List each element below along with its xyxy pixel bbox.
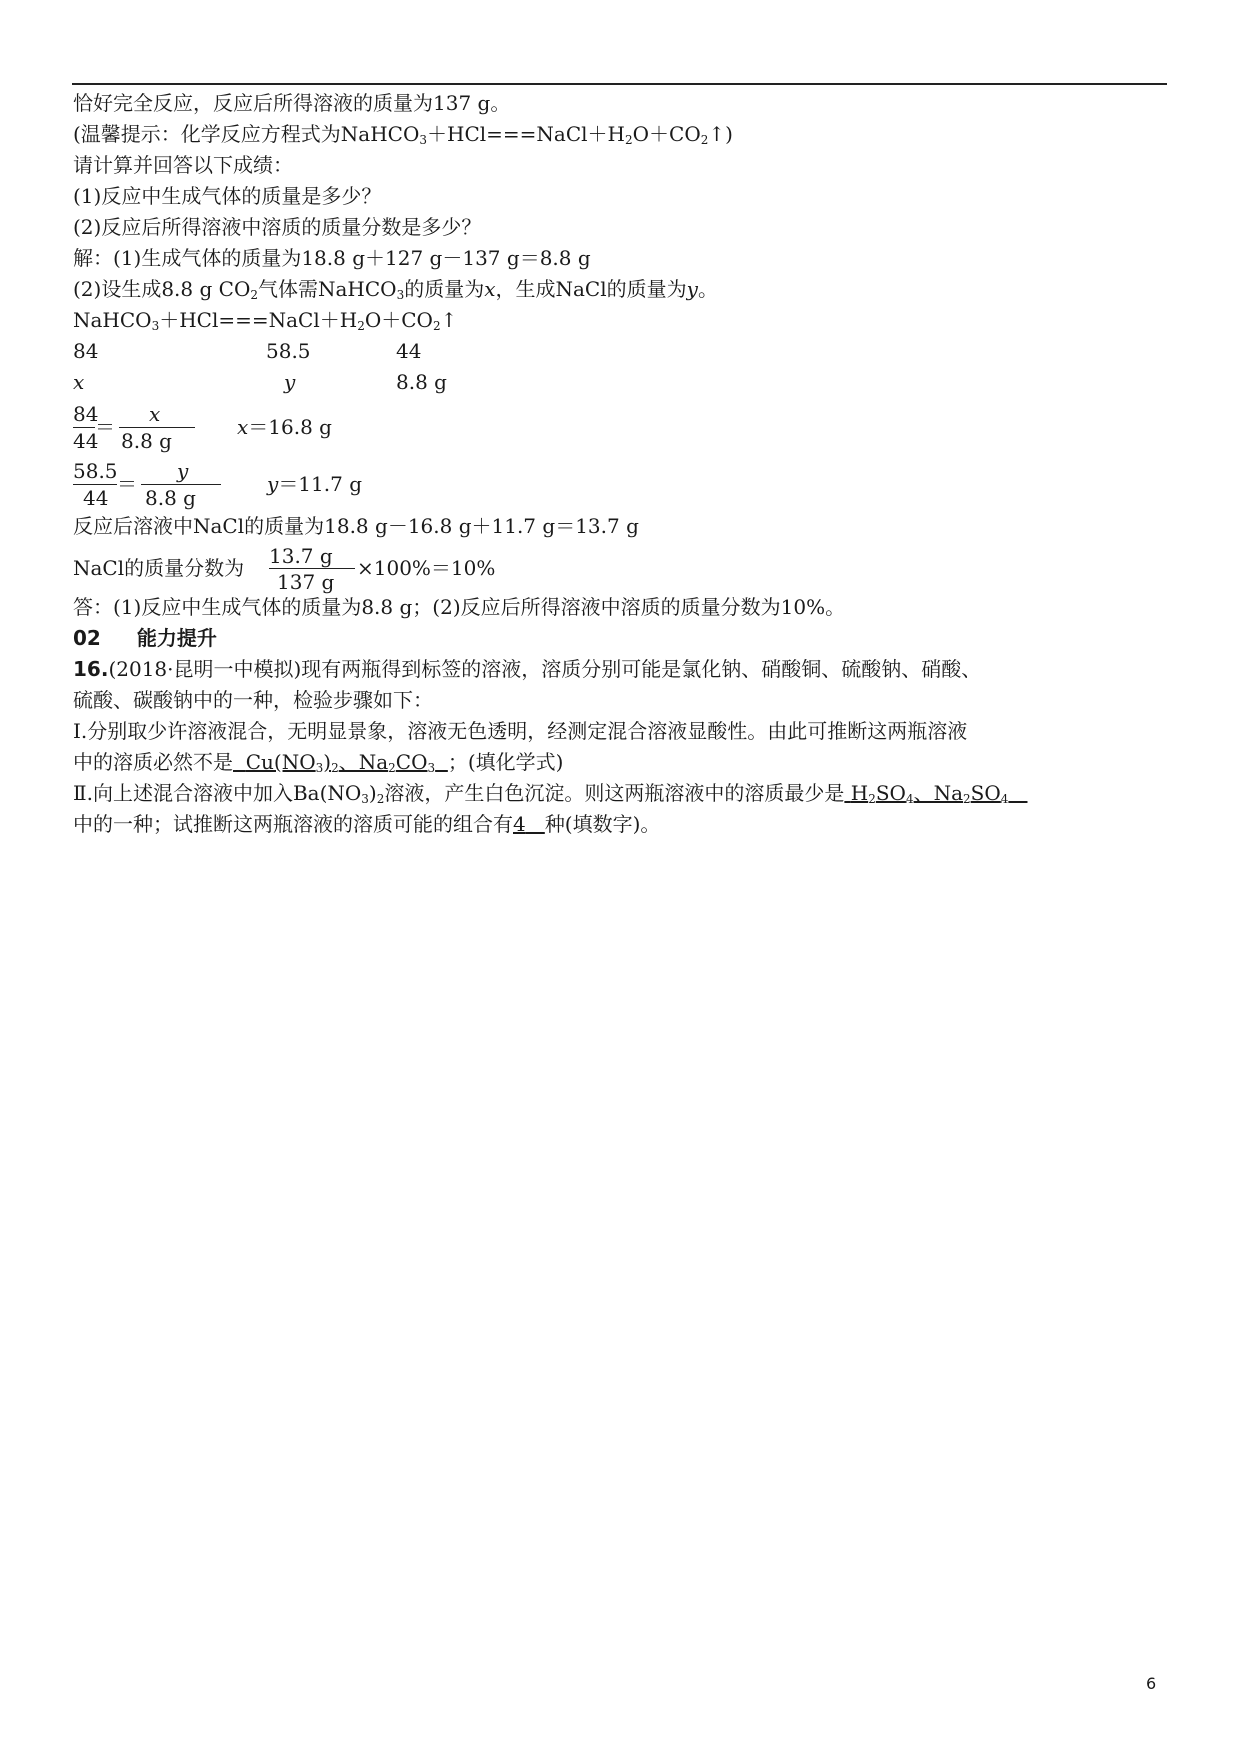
chemical-equation: $NaHCO_3+HCl===NaCl+H_2O+CO_2↑$ bbox=[73, 308, 458, 333]
q16-step-2: Ⅱ.向上述混合溶液中加入$Ba(NO_3)_2$溶液，产生白色沉淀。则这两瓶溶液中的溶质最少是 $H_2SO_4$、$Na_2SO_4$ bbox=[73, 778, 1173, 809]
mass-fraction-line: NaCl的质量分数为 13.7 g 137 g ×100%＝10% bbox=[73, 544, 496, 594]
solution-step-1: 解：(1)生成气体的质量为18.8 g＋127 g－137 g＝8.8 g bbox=[73, 246, 591, 270]
q16-step-1-answer: 中的溶质必然不是 $Cu(NO_3)_2$、$Na_2CO_3$ ；(填化学式) bbox=[73, 750, 564, 775]
section-heading: 02 能力提升 bbox=[73, 626, 217, 650]
question-1: (1)反应中生成气体的质量是多少？ bbox=[73, 184, 382, 208]
answer-line: 答：(1)反应中生成气体的质量为8.8 g；(2)反应后所得溶液中溶质的质量分数为10%。 bbox=[73, 595, 846, 619]
answer-blank: 4 bbox=[513, 812, 526, 836]
proportion-y: 58.5 44 ＝ y 8.8 g y＝11.7 g bbox=[73, 459, 363, 510]
nacl-mass-line: 反应后溶液中NaCl的质量为18.8 g－16.8 g＋11.7 g＝13.7 g bbox=[73, 514, 639, 538]
hint-line: (温馨提示：化学反应方程式为$NaHCO_3+HCl===NaCl+H_2O+CO_2↑$) bbox=[73, 122, 733, 147]
q16-step-1: Ⅰ.分别取少许溶液混合，无明显景象，溶液无色透明，经测定混合溶液显酸性。由此可推断这两瓶溶液 bbox=[73, 719, 968, 743]
q16-line-2: 硫酸、碳酸钠中的一种，检验步骤如下： bbox=[73, 688, 433, 712]
header-rule bbox=[72, 83, 1167, 85]
question-2: (2)反应后所得溶液中溶质的质量分数是多少？ bbox=[73, 215, 482, 239]
q16-step-2-continued: 中的一种；试推断这两瓶溶液的溶质可能的组合有4 种(填数字)。 bbox=[73, 812, 661, 836]
text-line: 请计算并回答以下成绩： bbox=[73, 153, 293, 177]
variable-row: x y 8.8 g bbox=[73, 370, 447, 394]
text-line: 恰好完全反应，反应后所得溶液的质量为137 g。 bbox=[73, 91, 511, 115]
answer-blank: $H_2SO_4$、$Na_2SO_4$ bbox=[850, 781, 1009, 806]
page-number: 6 bbox=[1146, 1674, 1157, 1693]
proportion-x: 84 44 ＝ x 8.8 g x＝16.8 g bbox=[73, 402, 332, 453]
answer-blank: $Cu(NO_3)_2$、$Na_2CO_3$ bbox=[245, 750, 436, 775]
q16-line-1: 16.(2018·昆明一中模拟)现有两瓶得到标签的溶液，溶质分别可能是氯化钠、硝酸铜、硫酸钠、硝酸、 bbox=[73, 657, 982, 681]
document-body bbox=[73, 88, 1173, 840]
solution-step-2: (2)设生成8.8 g $CO_2$气体需NaHCO$_3$的质量为x，生成NaCl的质量为y。 bbox=[73, 277, 718, 302]
molar-mass-row: 84 58.5 44 bbox=[73, 339, 422, 363]
